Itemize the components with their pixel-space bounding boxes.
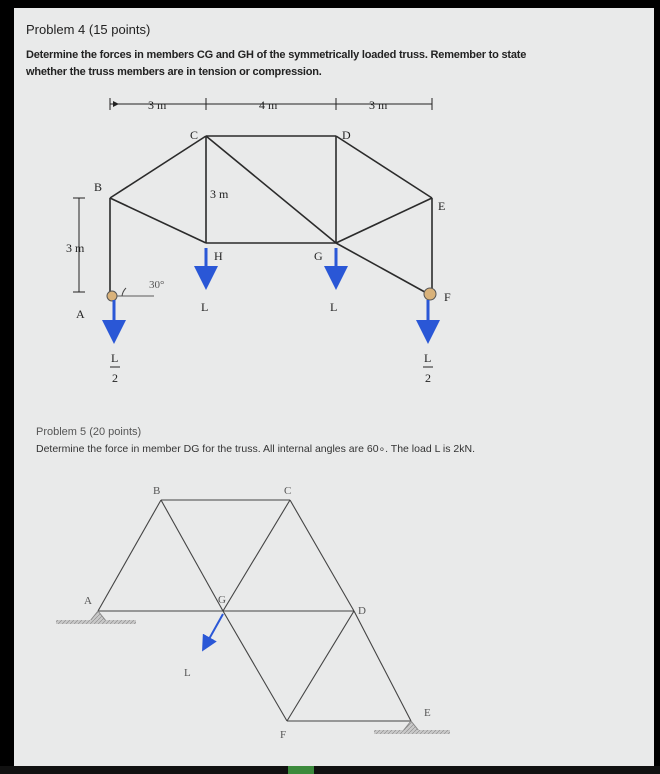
p5-node-f: F — [280, 729, 287, 741]
p5-node-g: G — [218, 594, 226, 606]
support-pin-a — [107, 291, 117, 301]
load-half-f-den: 2 — [425, 371, 431, 385]
load-half-f-num: L — [424, 351, 432, 365]
dim-label-height-cd: 3 m — [210, 187, 229, 201]
p5-node-d: D — [358, 605, 366, 617]
problem4-statement-line2: whether the truss members are in tension or compression. — [26, 66, 322, 78]
node-label-h: H — [214, 249, 223, 263]
node-label-d: D — [342, 128, 351, 142]
problem4-truss-diagram — [14, 8, 654, 766]
support-e5 — [403, 721, 419, 731]
problem5-statement: Determine the force in member DG for the truss. All internal angles are 60∘. The load L is 2kN. — [36, 443, 476, 455]
angle-arc — [122, 288, 126, 296]
support-roller-f — [424, 288, 436, 300]
load-half-a-den: 2 — [112, 371, 118, 385]
node-label-c: C — [190, 128, 199, 142]
load-half-a-num: L — [111, 351, 119, 365]
p5-node-c: C — [284, 485, 292, 497]
problem4-members — [110, 136, 432, 296]
angle-label: 30° — [149, 279, 165, 291]
problem5-title: Problem 5 (20 points) — [36, 426, 142, 438]
problem4-statement-line1: Determine the forces in members CG and GH of the symmetrically loaded truss. Remember to state — [26, 49, 527, 61]
load-label-g: L — [330, 300, 338, 314]
load-label-h: L — [201, 300, 209, 314]
p5-node-e: E — [424, 707, 431, 719]
node-label-g: G — [314, 249, 323, 263]
p5-node-b: B — [153, 485, 161, 497]
dim-label-right: 3 m — [369, 98, 388, 112]
support-a5 — [90, 611, 106, 621]
ground-e5 — [374, 730, 450, 734]
node-label-e: E — [438, 199, 446, 213]
bottom-edge — [0, 766, 660, 774]
ground-a5 — [56, 620, 136, 624]
paper-sheet — [14, 8, 654, 766]
p5-node-a: A — [84, 595, 92, 607]
bottom-green-strip — [288, 766, 314, 774]
dim-label-height-ab: 3 m — [66, 241, 85, 255]
problem4-load-arrows — [114, 248, 428, 338]
p5-load-label: L — [184, 667, 191, 679]
dim-label-middle: 4 m — [259, 98, 278, 112]
node-label-f: F — [444, 290, 451, 304]
node-label-a: A — [76, 307, 85, 321]
dim-label-left: 3 m — [148, 98, 167, 112]
node-label-b: B — [94, 180, 103, 194]
problem5-load-arrow — [204, 614, 223, 648]
problem4-title: Problem 4 (15 points) — [26, 22, 151, 37]
